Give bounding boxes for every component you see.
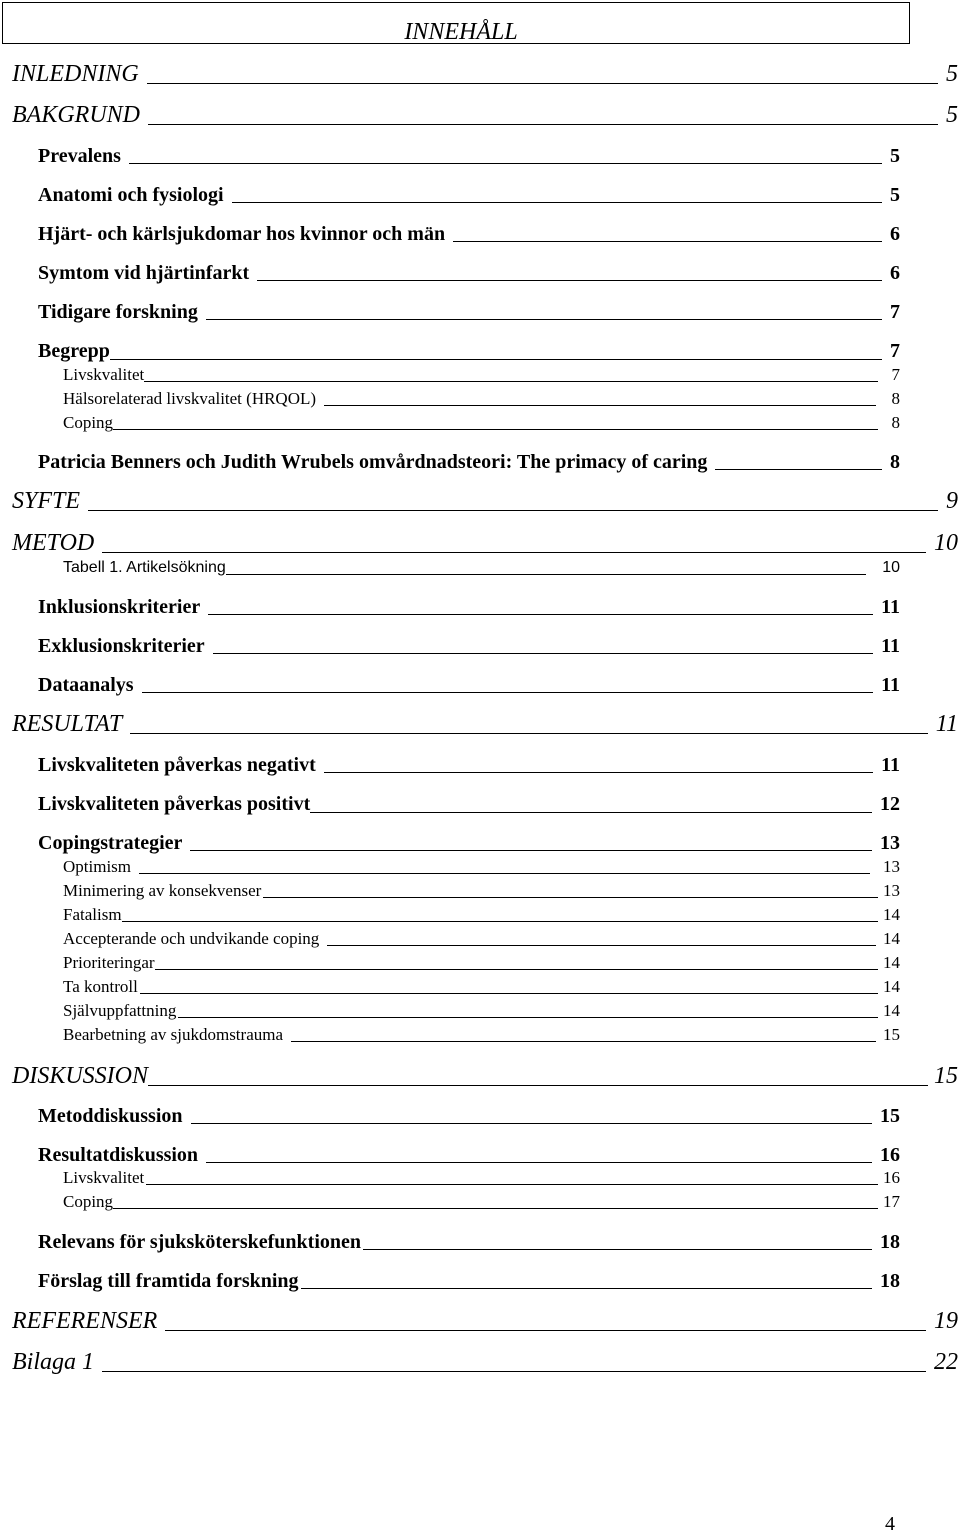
toc-entry-page: 13 <box>883 881 900 900</box>
toc-entry-hjart-karl[interactable] <box>38 222 900 246</box>
toc-entry-page: 6 <box>890 223 900 245</box>
toc-leader-line <box>208 614 873 615</box>
toc-entry-negativt[interactable] <box>38 753 900 777</box>
toc-entry-label: INLEDNING <box>12 61 139 87</box>
toc-entry-label: Relevans för sjuksköterskefunktionen <box>38 1231 361 1253</box>
toc-entry-prevalens[interactable] <box>38 144 900 168</box>
toc-leader-line <box>232 202 882 203</box>
toc-entry-page: 13 <box>883 857 900 876</box>
toc-leader-line <box>129 163 882 164</box>
toc-entry-page: 10 <box>882 559 900 576</box>
toc-entry-label: Optimism <box>63 857 132 876</box>
toc-entry-inklusion[interactable] <box>38 595 900 619</box>
toc-leader-line <box>324 772 873 773</box>
toc-entry-prioriteringar[interactable] <box>63 953 900 973</box>
toc-entry-label: Resultatdiskussion <box>38 1144 199 1166</box>
toc-entry-label: Patricia Benners och Judith Wrubels omvårdnadsteori: The primacy of caring <box>38 451 708 473</box>
toc-entry-label: Inklusionskriterier <box>38 596 201 618</box>
toc-entry-bearbetning[interactable] <box>63 1025 900 1045</box>
toc-leader-line <box>155 969 878 970</box>
toc-leader-line <box>191 1123 873 1124</box>
toc-title: INNEHÅLL <box>404 19 518 45</box>
toc-entry-page: 16 <box>883 1168 900 1187</box>
toc-entry-label: BAKGRUND <box>12 102 140 128</box>
toc-entry-page: 10 <box>934 530 958 556</box>
toc-entry-minimering[interactable] <box>63 881 900 901</box>
toc-entry-page: 9 <box>946 488 958 514</box>
toc-entry-label: Copingstrategier <box>38 832 183 854</box>
toc-leader-line <box>310 812 872 813</box>
toc-entry-label: Livskvaliteten påverkas negativt <box>38 754 316 776</box>
toc-entry-page: 11 <box>881 674 900 696</box>
toc-entry-sjalvuppfattning[interactable] <box>63 1001 900 1021</box>
toc-entry-begrepp[interactable] <box>38 339 900 363</box>
toc-entry-label: Exklusionskriterier <box>38 635 205 657</box>
toc-title-box <box>2 2 910 44</box>
toc-entry-benner-wrubel[interactable] <box>38 450 900 474</box>
toc-leader-line <box>190 850 872 851</box>
toc-entry-diskussion[interactable] <box>12 1062 958 1090</box>
toc-leader-line <box>301 1288 872 1289</box>
toc-leader-line <box>263 897 878 898</box>
toc-entry-page: 7 <box>890 340 900 362</box>
toc-entry-page: 5 <box>890 145 900 167</box>
toc-entry-page: 14 <box>883 953 900 972</box>
toc-leader-line <box>324 405 876 406</box>
toc-entry-label: SYFTE <box>12 488 81 514</box>
toc-entry-page: 18 <box>880 1231 900 1253</box>
toc-leader-line <box>206 319 882 320</box>
toc-entry-label: Prioriteringar <box>63 953 155 972</box>
toc-entry-page: 16 <box>880 1144 900 1166</box>
toc-entry-page: 13 <box>880 832 900 854</box>
toc-leader-line <box>147 83 938 84</box>
toc-entry-label: Dataanalys <box>38 674 134 696</box>
toc-entry-positivt[interactable] <box>38 792 900 816</box>
toc-entry-relevans[interactable] <box>38 1230 900 1254</box>
toc-entry-syfte[interactable] <box>12 487 958 515</box>
toc-entry-label: Symtom vid hjärtinfarkt <box>38 262 250 284</box>
toc-entry-forslag[interactable] <box>38 1269 900 1293</box>
toc-leader-line <box>139 873 870 874</box>
toc-entry-page: 5 <box>890 184 900 206</box>
toc-entry-page: 11 <box>881 596 900 618</box>
toc-entry-metoddiskussion[interactable] <box>38 1104 900 1128</box>
toc-entry-page: 14 <box>883 1001 900 1020</box>
toc-entry-label: Självuppfattning <box>63 1001 177 1020</box>
toc-entry-exklusion[interactable] <box>38 634 900 658</box>
toc-leader-line <box>178 1017 878 1018</box>
toc-entry-label: Ta kontroll <box>63 977 138 996</box>
toc-entry-page: 22 <box>934 1349 958 1375</box>
toc-leader-line <box>327 945 876 946</box>
toc-entry-page: 8 <box>891 413 900 432</box>
toc-entry-hrqol[interactable] <box>63 389 900 409</box>
toc-leader-line <box>213 653 873 654</box>
toc-leader-line <box>257 280 882 281</box>
toc-entry-optimism[interactable] <box>63 857 900 877</box>
toc-entry-bilaga1[interactable] <box>12 1348 958 1376</box>
toc-entry-label: Livskvalitet <box>63 365 145 384</box>
toc-entry-page: 14 <box>883 929 900 948</box>
toc-entry-accepterande[interactable] <box>63 929 900 949</box>
toc-entry-page: 18 <box>880 1270 900 1292</box>
toc-leader-line <box>122 921 878 922</box>
toc-entry-label: Förslag till framtida forskning <box>38 1270 299 1292</box>
toc-entry-label: Livskvalitet <box>63 1168 145 1187</box>
toc-leader-line <box>144 381 878 382</box>
toc-entry-copingstrategier[interactable] <box>38 831 900 855</box>
toc-entry-label: Hjärt- och kärlsjukdomar hos kvinnor och män <box>38 223 446 245</box>
toc-entry-page: 19 <box>934 1308 958 1334</box>
toc-entry-fatalism[interactable] <box>63 905 900 925</box>
toc-entry-page: 15 <box>883 1025 900 1044</box>
toc-entry-page: 8 <box>891 389 900 408</box>
toc-entry-page: 12 <box>880 793 900 815</box>
toc-entry-referenser[interactable] <box>12 1307 958 1335</box>
toc-entry-livskvalitet[interactable] <box>63 365 900 385</box>
toc-entry-livskvalitet-2[interactable] <box>63 1168 900 1188</box>
toc-entry-coping[interactable] <box>63 413 900 433</box>
toc-entry-page: 15 <box>934 1063 958 1089</box>
toc-entry-page: 17 <box>883 1192 900 1211</box>
toc-entry-label: DISKUSSION <box>12 1063 148 1089</box>
toc-leader-line <box>142 692 874 693</box>
toc-entry-page: 8 <box>890 451 900 473</box>
toc-entry-symtom[interactable] <box>38 261 900 285</box>
toc-entry-label: REFERENSER <box>12 1308 158 1334</box>
toc-entry-page: 7 <box>890 301 900 323</box>
toc-entry-label: Bearbetning av sjukdomstrauma <box>63 1025 284 1044</box>
toc-entry-label: Coping <box>63 1192 114 1211</box>
toc-entry-page: 7 <box>891 365 900 384</box>
toc-leader-line <box>226 574 866 575</box>
page-number: 4 <box>885 1513 895 1535</box>
toc-entry-resultatdiskussion[interactable] <box>38 1143 900 1167</box>
toc-entry-label: Begrepp <box>38 340 110 362</box>
toc-entry-label: Anatomi och fysiologi <box>38 184 224 206</box>
toc-entry-metod[interactable] <box>12 529 958 557</box>
toc-entry-label: Tabell 1. Artikelsökning <box>63 559 226 576</box>
toc-entry-label: Minimering av konsekvenser <box>63 881 262 900</box>
toc-entry-page: 14 <box>883 905 900 924</box>
toc-entry-label: Bilaga 1 <box>12 1349 94 1375</box>
toc-entry-label: METOD <box>12 530 95 556</box>
toc-entry-label: Accepterande och undvikande coping <box>63 929 320 948</box>
toc-leader-line <box>206 1162 872 1163</box>
toc-leader-line <box>102 1371 926 1372</box>
toc-entry-label: Fatalism <box>63 905 122 924</box>
toc-entry-label: Hälsorelaterad livskvalitet (HRQOL) <box>63 389 317 408</box>
toc-leader-line <box>88 510 938 511</box>
toc-entry-bakgrund[interactable] <box>12 101 958 129</box>
toc-entry-tabell1[interactable] <box>63 558 900 578</box>
toc-entry-page: 6 <box>890 262 900 284</box>
toc-leader-line <box>363 1249 872 1250</box>
toc-entry-label: Prevalens <box>38 145 121 167</box>
toc-entry-label: Tidigare forskning <box>38 301 198 323</box>
toc-entry-page: 11 <box>881 754 900 776</box>
toc-leader-line <box>453 241 882 242</box>
toc-entry-tidigare-forskning[interactable] <box>38 300 900 324</box>
toc-leader-line <box>130 733 928 734</box>
toc-entry-anatomi[interactable] <box>38 183 900 207</box>
toc-leader-line <box>146 1184 878 1185</box>
toc-entry-page: 15 <box>880 1105 900 1127</box>
toc-leader-line <box>140 993 878 994</box>
toc-entry-page: 11 <box>881 635 900 657</box>
toc-leader-line <box>113 1208 878 1209</box>
toc-entry-page: 14 <box>883 977 900 996</box>
toc-leader-line <box>110 359 882 360</box>
toc-entry-resultat[interactable] <box>12 710 958 738</box>
toc-leader-line <box>148 1085 928 1086</box>
toc-entry-label: Coping <box>63 413 114 432</box>
toc-entry-ta-kontroll[interactable] <box>63 977 900 997</box>
toc-entry-label: RESULTAT <box>12 711 123 737</box>
toc-entry-page: 5 <box>946 61 958 87</box>
toc-leader-line <box>148 124 938 125</box>
toc-entry-label: Livskvaliteten påverkas positivt <box>38 793 311 815</box>
toc-leader-line <box>102 552 926 553</box>
toc-leader-line <box>165 1330 926 1331</box>
toc-leader-line <box>291 1041 876 1042</box>
toc-entry-dataanalys[interactable] <box>38 673 900 697</box>
toc-entry-coping-2[interactable] <box>63 1192 900 1212</box>
toc-entry-label: Metoddiskussion <box>38 1105 183 1127</box>
toc-entry-page: 5 <box>946 102 958 128</box>
toc-entry-inledning[interactable] <box>12 60 958 88</box>
toc-entry-page: 11 <box>935 711 958 737</box>
toc-leader-line <box>715 469 882 470</box>
toc-leader-line <box>113 429 878 430</box>
